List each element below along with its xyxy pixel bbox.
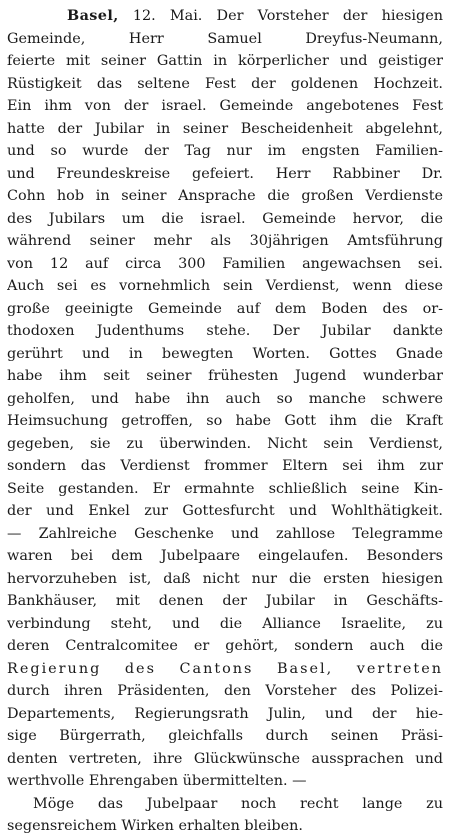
article-line: — Zahlreiche Geschenke und zahllose Telegramme: [7, 525, 443, 542]
article-line: habe ihm seit seiner frühesten Jugend wunderbar: [7, 368, 443, 384]
article-line: Gemeinde, Herr Samuel Dreyfus-Neumann,: [7, 30, 443, 47]
article-line: Rüstigkeit das seltene Fest der goldenen Hochzeit.: [7, 75, 443, 92]
article-line: werthvolle Ehrengaben übermittelten. —: [7, 773, 307, 789]
article-line: hervorzuheben ist, daß nicht nur die ersten hiesigen: [7, 570, 443, 587]
article-line: segensreichem Wirken erhalten bleiben.: [7, 818, 303, 834]
article-line: während seiner mehr als 30jährigen Amtsführung: [7, 233, 443, 249]
article-line: und so wurde der Tag nur im engsten Familien-: [7, 143, 443, 159]
article-line: feierte mit seiner Gattin in körperlicher und geistiger: [7, 53, 443, 69]
article-line: Regierung des Cantons Basel, vertreten: [7, 660, 443, 677]
article-line: waren bei dem Jubelpaare eingelaufen. Besonders: [7, 548, 443, 564]
article-line: Ein ihm von der israel. Gemeinde angebotenes Fest: [7, 98, 443, 114]
article-line: des Jubilars um die israel. Gemeinde hervor, die: [7, 210, 443, 227]
article-line: Auch sei es vornehmlich sein Verdienst, wenn diese: [7, 278, 443, 294]
article-line: der und Enkel zur Gottesfurcht und Wohlthätigkeit.: [7, 503, 443, 519]
article-line: hatte der Jubilar in seiner Bescheidenheit abgelehnt,: [7, 120, 443, 137]
article-line: sige Bürgerrath, gleichfalls durch seinen Präsi-: [7, 728, 443, 744]
article-line: geholfen, und habe ihn auch so manche schwere: [7, 390, 443, 407]
article-line: große geeinigte Gemeinde auf dem Boden des or-: [7, 300, 443, 317]
article-line: gegeben, sie zu überwinden. Nicht sein Verdienst,: [7, 435, 443, 452]
article-line: Heimsuchung getroffen, so habe Gott ihm die Kraft: [7, 413, 443, 429]
city-name: Basel,: [67, 7, 119, 24]
article-line: Cohn hob in seiner Ansprache die großen Verdienste: [7, 188, 443, 204]
article-line: durch ihren Präsidenten, den Vorsteher des Polizei-: [7, 683, 443, 699]
article-line: und Freundeskreise gefeiert. Herr Rabbiner Dr.: [7, 165, 443, 182]
article-line: sondern das Verdienst frommer Eltern sei ihm zur: [7, 458, 443, 474]
article-line: Departements, Regierungsrath Julin, und der hie-: [7, 705, 443, 722]
article-line: gerührt und in bewegten Worten. Gottes Gnade: [7, 345, 443, 362]
article-line: verbindung steht, und die Alliance Israelite, zu: [7, 615, 443, 632]
article-line: 12. Mai. Der Vorsteher der hiesigen: [132, 8, 443, 24]
article-line: Bankhäuser, mit denen der Jubilar in Geschäfts-: [7, 593, 443, 609]
article-line: Möge das Jubelpaar noch recht lange zu: [33, 795, 443, 812]
article-dateline: [7, 5, 443, 28]
article-line: von 12 auf circa 300 Familien angewachsen sei.: [7, 255, 443, 272]
article-line: denten vertreten, ihre Glückwünsche aussprachen und: [7, 750, 443, 767]
article-line: thodoxen Judenthums stehe. Der Jubilar dankte: [7, 323, 443, 339]
article-line: Seite gestanden. Er ermahnte schließlich seine Kin-: [7, 480, 443, 497]
article-line: deren Centralcomitee er gehört, sondern auch die: [7, 638, 443, 654]
